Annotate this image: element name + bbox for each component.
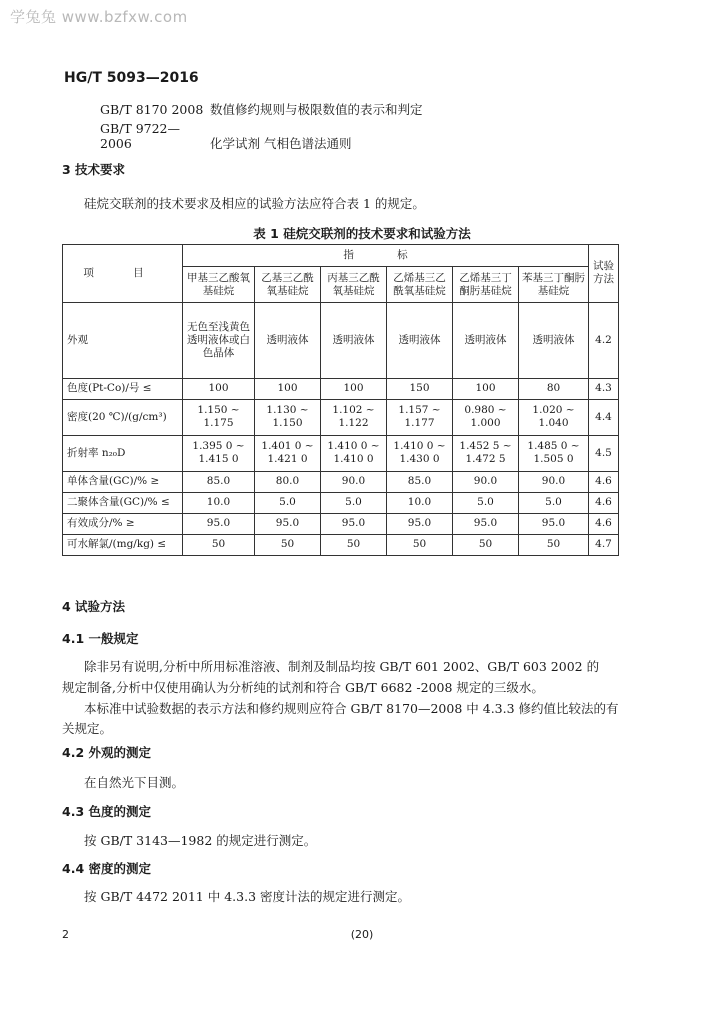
reference-title: 数值修约规则与极限数值的表示和判定 xyxy=(210,102,423,117)
table-head-column: 苯基三丁酮肟基硅烷 xyxy=(519,267,589,303)
reference-title: 化学试剂 气相色谱法通则 xyxy=(210,136,352,151)
row-method: 4.6 xyxy=(589,492,619,513)
row-value: 1.020 ~ 1.040 xyxy=(519,399,589,435)
row-value: 95.0 xyxy=(453,513,519,534)
row-value: 100 xyxy=(453,378,519,399)
row-item: 二聚体含量(GC)/% ≤ xyxy=(63,492,183,513)
row-method: 4.2 xyxy=(589,302,619,378)
row-value: 1.401 0 ~ 1.421 0 xyxy=(255,435,321,471)
section-4-2-heading: 4.2 外观的测定 xyxy=(62,745,151,760)
row-item: 有效成分/% ≥ xyxy=(63,513,183,534)
section-4-1-para1-line2: 规定制备,分析中仅使用确认为分析纯的试剂和符合 GB/T 6682 -2008 规定的三级水。 xyxy=(62,680,544,695)
row-value: 5.0 xyxy=(321,492,387,513)
table-head-column: 乙基三乙酰氧基硅烷 xyxy=(255,267,321,303)
section-4-3-text: 按 GB/T 3143—1982 的规定进行测定。 xyxy=(84,833,317,848)
row-value: 透明液体 xyxy=(387,302,453,378)
row-item: 外观 xyxy=(63,302,183,378)
row-value: 90.0 xyxy=(321,471,387,492)
row-value: 80.0 xyxy=(255,471,321,492)
row-item: 单体含量(GC)/% ≥ xyxy=(63,471,183,492)
row-value: 50 xyxy=(255,534,321,555)
row-value: 90.0 xyxy=(519,471,589,492)
row-method: 4.5 xyxy=(589,435,619,471)
row-value: 1.452 5 ~ 1.472 5 xyxy=(453,435,519,471)
row-value: 100 xyxy=(255,378,321,399)
reference-item xyxy=(100,121,351,152)
table-row xyxy=(63,534,619,555)
row-value: 85.0 xyxy=(387,471,453,492)
reference-code: GB/T 9722—2006 xyxy=(100,121,181,151)
row-value: 90.0 xyxy=(453,471,519,492)
row-value: 1.410 0 ~ 1.410 0 xyxy=(321,435,387,471)
row-method: 4.6 xyxy=(589,513,619,534)
section-4-1-heading: 4.1 一般规定 xyxy=(62,631,139,646)
table-head-column: 乙烯基三乙酰氧基硅烷 xyxy=(387,267,453,303)
row-value: 95.0 xyxy=(183,513,255,534)
section-4-1-para1-line1: 除非另有说明,分析中所用标准溶液、制剂及制品均按 GB/T 601 2002、GB/T 603 2002 的 xyxy=(84,659,600,674)
table-head-item: 项 目 xyxy=(63,245,183,303)
row-value: 10.0 xyxy=(387,492,453,513)
table-row xyxy=(63,399,619,435)
row-value: 50 xyxy=(453,534,519,555)
row-value: 1.157 ~ 1.177 xyxy=(387,399,453,435)
table-head-method: 试验方法 xyxy=(589,245,619,303)
table-head-column: 丙基三乙酰氧基硅烷 xyxy=(321,267,387,303)
row-value: 100 xyxy=(183,378,255,399)
row-value: 1.485 0 ~ 1.505 0 xyxy=(519,435,589,471)
row-value: 95.0 xyxy=(255,513,321,534)
spec-table xyxy=(62,244,619,556)
section-4-2-text: 在自然光下目测。 xyxy=(84,775,185,790)
page-number: 2 xyxy=(62,928,69,941)
row-item: 密度(20 ℃)/(g/cm³) xyxy=(63,399,183,435)
row-value: 150 xyxy=(387,378,453,399)
row-value: 95.0 xyxy=(387,513,453,534)
row-value: 透明液体 xyxy=(255,302,321,378)
footer-center-mark: (20) xyxy=(350,928,374,941)
table-head-indicators: 指 标 xyxy=(183,245,589,267)
row-value: 1.410 0 ~ 1.430 0 xyxy=(387,435,453,471)
row-value: 5.0 xyxy=(453,492,519,513)
table-row xyxy=(63,492,619,513)
row-value: 85.0 xyxy=(183,471,255,492)
row-value: 50 xyxy=(183,534,255,555)
row-value: 1.130 ~ 1.150 xyxy=(255,399,321,435)
table-row xyxy=(63,302,619,378)
section-4-1-para2-line2: 关规定。 xyxy=(62,721,113,736)
section-4-1-para2-line1: 本标准中试验数据的表示方法和修约规则应符合 GB/T 8170—2008 中 4.3.3 修约值比较法的有 xyxy=(84,701,619,716)
watermark-text: 学兔兔 www.bzfxw.com xyxy=(10,8,188,26)
row-value: 10.0 xyxy=(183,492,255,513)
row-item: 可水解氯/(mg/kg) ≤ xyxy=(63,534,183,555)
section-3-text: 硅烷交联剂的技术要求及相应的试验方法应符合表 1 的规定。 xyxy=(84,196,425,211)
table-row xyxy=(63,435,619,471)
row-method: 4.7 xyxy=(589,534,619,555)
row-value: 1.102 ~ 1.122 xyxy=(321,399,387,435)
row-value: 5.0 xyxy=(519,492,589,513)
table-head-column: 甲基三乙酸氧基硅烷 xyxy=(183,267,255,303)
row-value: 无色至浅黄色透明液体或白色晶体 xyxy=(183,302,255,378)
row-value: 80 xyxy=(519,378,589,399)
row-item: 色度(Pt-Co)/号 ≤ xyxy=(63,378,183,399)
row-value: 0.980 ~ 1.000 xyxy=(453,399,519,435)
reference-item xyxy=(100,100,423,118)
section-3-heading: 3 技术要求 xyxy=(62,162,126,177)
row-value: 1.395 0 ~ 1.415 0 xyxy=(183,435,255,471)
row-value: 5.0 xyxy=(255,492,321,513)
section-4-4-heading: 4.4 密度的测定 xyxy=(62,861,151,876)
row-value: 100 xyxy=(321,378,387,399)
section-4-3-heading: 4.3 色度的测定 xyxy=(62,804,151,819)
row-value: 透明液体 xyxy=(519,302,589,378)
row-value: 50 xyxy=(321,534,387,555)
row-method: 4.3 xyxy=(589,378,619,399)
reference-code: GB/T 8170 2008 xyxy=(100,102,204,117)
table-row xyxy=(63,378,619,399)
row-method: 4.6 xyxy=(589,471,619,492)
row-value: 95.0 xyxy=(321,513,387,534)
row-value: 50 xyxy=(387,534,453,555)
section-4-4-text: 按 GB/T 4472 2011 中 4.3.3 密度计法的规定进行测定。 xyxy=(84,889,410,904)
table-row xyxy=(63,513,619,534)
row-method: 4.4 xyxy=(589,399,619,435)
row-value: 50 xyxy=(519,534,589,555)
row-value: 1.150 ~ 1.175 xyxy=(183,399,255,435)
row-value: 透明液体 xyxy=(321,302,387,378)
row-value: 透明液体 xyxy=(453,302,519,378)
table-row xyxy=(63,471,619,492)
table-title: 表 1 硅烷交联剂的技术要求和试验方法 xyxy=(253,226,471,241)
section-4-heading: 4 试验方法 xyxy=(62,599,126,614)
standard-number: HG/T 5093—2016 xyxy=(64,70,199,86)
row-value: 95.0 xyxy=(519,513,589,534)
table-head-column: 乙烯基三丁酮肟基硅烷 xyxy=(453,267,519,303)
row-item: 折射率 n₂₀D xyxy=(63,435,183,471)
